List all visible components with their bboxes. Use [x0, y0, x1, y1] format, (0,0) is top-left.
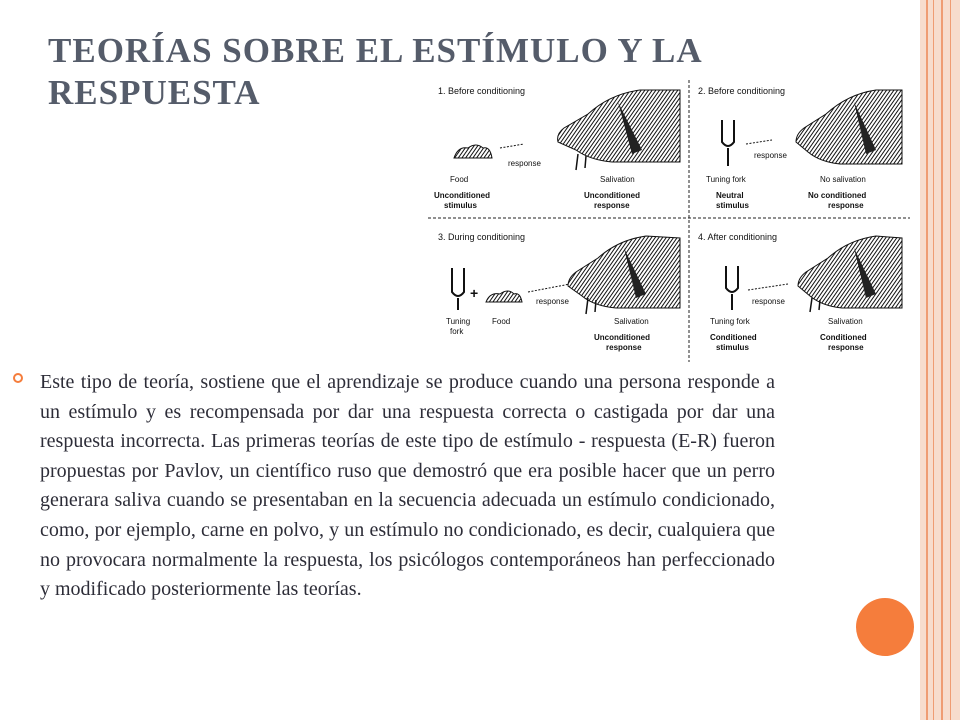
- response-label: response: [536, 297, 569, 306]
- food-icon: [486, 291, 522, 302]
- response-label: response: [752, 297, 785, 306]
- saliva-drip-icon: [576, 154, 586, 170]
- tuning-fork-icon: [726, 266, 738, 310]
- response-type-label: Unconditioned: [584, 191, 640, 200]
- pavlov-conditioning-diagram: [428, 80, 910, 362]
- item-label: No salivation: [820, 175, 866, 184]
- item-label: Tuning: [446, 317, 471, 326]
- panel-during-conditioning: [438, 232, 680, 352]
- response-type-label: response: [594, 201, 630, 210]
- dog-head-icon: [796, 90, 902, 164]
- item-label: fork: [450, 327, 464, 336]
- stimulus-label: stimulus: [444, 201, 477, 210]
- stimulus-label: Neutral: [716, 191, 744, 200]
- panel-before-conditioning-2: [698, 86, 902, 210]
- item-label: Salivation: [600, 175, 635, 184]
- food-icon: [454, 145, 492, 158]
- panel-before-conditioning-1: [434, 86, 680, 210]
- panel-heading: 1. Before conditioning: [438, 86, 526, 96]
- bullet-ring-icon: [12, 372, 24, 384]
- panel-after-conditioning: [698, 232, 902, 352]
- item-label: Salivation: [614, 317, 649, 326]
- stimulus-label: Unconditioned: [434, 191, 490, 200]
- body-paragraph: Este tipo de teoría, sostiene que el aprendizaje se produce cuando una persona responde a un estímulo y es recompensada por dar una respuesta correcta o castigada por dar una respuesta incorrecta. Las primeras teorías de este tipo de estímulo - respuesta (E-R) fueron propuestas por Pavlov, un científico ruso que demostró que era posible hacer que un perro generara saliva cuando se presentaban en la secuencia adecuada un estímulo condicionado, como, por ejemplo, carne en polvo, y un estímulo no condicionado, es decir, cualquiera que no provocara normalmente la respuesta, los psicólogos contemporáneos han perfeccionado y modificado posteriormente las teorías.: [40, 371, 775, 601]
- item-label: Food: [492, 317, 511, 326]
- decorative-stripe: [926, 0, 928, 720]
- stimulus-label: Conditioned: [710, 333, 757, 342]
- stimulus-arrow: [748, 284, 788, 290]
- panel-heading: 2. Before conditioning: [698, 86, 786, 96]
- item-label: Food: [450, 175, 469, 184]
- response-type-label: No conditioned: [808, 191, 867, 200]
- response-type-label: response: [828, 201, 864, 210]
- decorative-stripe: [933, 0, 934, 720]
- response-type-label: Conditioned: [820, 333, 867, 342]
- panel-heading: 3. During conditioning: [438, 232, 526, 242]
- dog-head-icon: [558, 90, 680, 162]
- response-label: response: [754, 151, 787, 160]
- dog-head-icon: [568, 236, 680, 308]
- tuning-fork-icon: [722, 120, 734, 166]
- item-label: Tuning fork: [706, 175, 746, 184]
- slide-title: TEORÍAS SOBRE EL ESTÍMULO Y LA RESPUESTA: [48, 31, 701, 112]
- panel-heading: 4. After conditioning: [698, 232, 778, 242]
- item-label: Salivation: [828, 317, 863, 326]
- decorative-stripe: [950, 0, 951, 720]
- stimulus-label: stimulus: [716, 201, 749, 210]
- decorative-stripe: [941, 0, 943, 720]
- stimulus-label: stimulus: [716, 343, 749, 352]
- stimulus-arrow: [528, 284, 570, 292]
- tuning-fork-icon: [452, 268, 464, 310]
- item-label: Tuning fork: [710, 317, 750, 326]
- decorative-circle: [856, 598, 914, 656]
- response-type-label: response: [828, 343, 864, 352]
- response-label: response: [508, 159, 541, 168]
- dog-head-icon: [798, 236, 902, 308]
- response-type-label: response: [606, 343, 642, 352]
- stimulus-arrow: [500, 144, 524, 148]
- response-type-label: Unconditioned: [594, 333, 650, 342]
- plus-icon: +: [470, 285, 479, 301]
- stimulus-arrow: [746, 140, 772, 144]
